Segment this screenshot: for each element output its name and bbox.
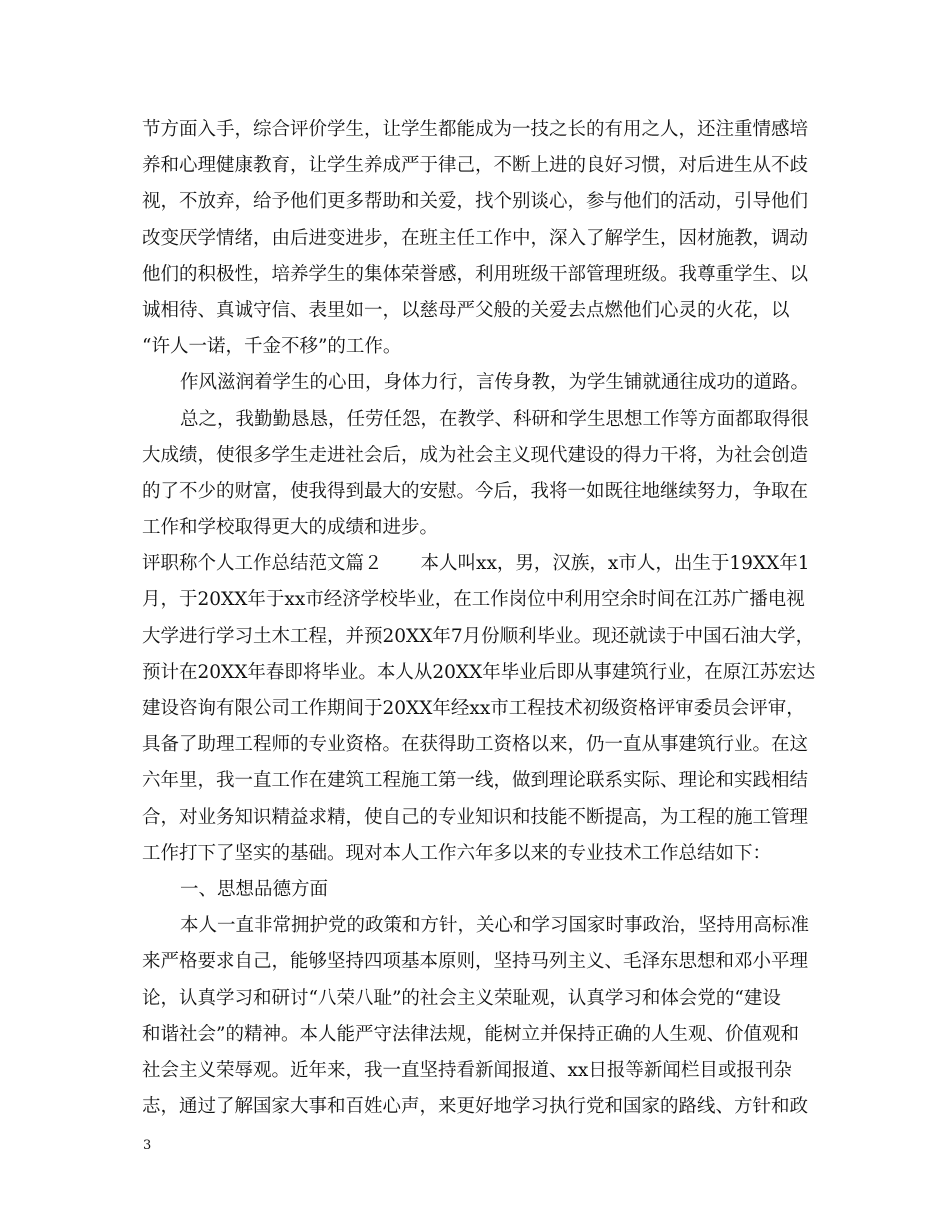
text-line: 社会主义荣辱观。近年来，我一直坚持看新闻报道、xx日报等新闻栏目或报刊杂 xyxy=(142,1059,792,1081)
text-line: 来严格要求自己，能够坚持四项基本原则，坚持马列主义、毛泽东思想和邓小平理 xyxy=(142,951,809,973)
text-line: 论，认真学习和研讨“八荣八耻”的社会主义荣耻观，认真学习和体会党的“建设 xyxy=(142,987,781,1009)
text-line: 和谐社会”的精神。本人能严守法律法规，能树立并保持正确的人生观、价值观和 xyxy=(142,1023,799,1045)
text-line: 合，对业务知识精益求精，使自己的专业知识和技能不断提高，为工程的施工管理 xyxy=(142,806,809,828)
text-line: 改变厌学情绪，由后进变进步，在班主任工作中，深入了解学生，因材施教，调动 xyxy=(142,227,809,249)
text-line: 建设咨询有限公司工作期间于20XX年经xx市工程技术初级资格评审委员会评审， xyxy=(142,698,805,719)
section-intro: 本人叫xx，男，汉族，x市人，出生于19XX年1 xyxy=(420,553,810,575)
text-line: 他们的积极性，培养学生的集体荣誉感，利用班级干部管理班级。我尊重学生、以 xyxy=(142,263,809,285)
text-line: 节方面入手，综合评价学生，让学生都能成为一技之长的有用之人，还注重情感培 xyxy=(142,119,809,140)
text-line: 六年里，我一直工作在建筑工程施工第一线，做到理论联系实际、理论和实践相结 xyxy=(142,770,809,792)
text-line: 本人一直非常拥护党的政策和方针，关心和学习国家时事政治，坚持用高标准 xyxy=(180,915,810,937)
text-line: 大成绩，使很多学生走进社会后，成为社会主义现代建设的得力干将，为社会创造 xyxy=(142,444,809,466)
text-line: 月，于20XX年于xx市经济学校毕业，在工作岗位中利用空余时间在江苏广播电视 xyxy=(142,589,805,611)
text-line: 视，不放弃，给予他们更多帮助和关爱，找个别谈心，参与他们的活动，引导他们 xyxy=(142,191,809,213)
text-line: 具备了助理工程师的专业资格。在获得助工资格以来，仍一直从事建筑行业。在这 xyxy=(142,734,809,756)
text-line: 诚相待、真诚守信、表里如一，以慈母严父般的关爱去点燃他们心灵的火花，以 xyxy=(142,299,790,321)
page-number: 3 xyxy=(143,1138,152,1153)
subheading-line: 一、思想品德方面 xyxy=(180,878,329,900)
document-body xyxy=(142,112,822,1125)
text-line: “许人一诺，千金不移”的工作。 xyxy=(142,336,402,358)
text-line: 预计在20XX年春即将毕业。本人从20XX年毕业后即从事建筑行业，在原江苏宏达 xyxy=(142,661,816,683)
section-title-line xyxy=(142,546,822,582)
text-line: 大学进行学习土木工程，并预20XX年7月份顺利毕业。现还就读于中国石油大学， xyxy=(142,625,815,647)
text-line: 总之，我勤勤恳恳，任劳任怨，在教学、科研和学生思想工作等方面都取得很 xyxy=(180,408,810,430)
text-line: 志，通过了解国家大事和百姓心声，来更好地学习执行党和国家的路线、方针和政 xyxy=(142,1096,809,1118)
text-line: 的了不少的财富，使我得到最大的安慰。今后，我将一如既往地继续努力，争取在 xyxy=(142,480,809,502)
text-line: 养和心理健康教育，让学生养成严于律己，不断上进的良好习惯，对后进生从不歧 xyxy=(142,155,809,177)
text-line: 工作和学校取得更大的成绩和进步。 xyxy=(142,517,439,539)
text-line: 工作打下了坚实的基础。现对本人工作六年多以来的专业技术工作总结如下： xyxy=(142,842,772,864)
section-title: 评职称个人工作总结范文篇２ xyxy=(142,553,383,575)
text-line: 作风滋润着学生的心田，身体力行，言传身教，为学生铺就通往成功的道路。 xyxy=(180,372,810,394)
